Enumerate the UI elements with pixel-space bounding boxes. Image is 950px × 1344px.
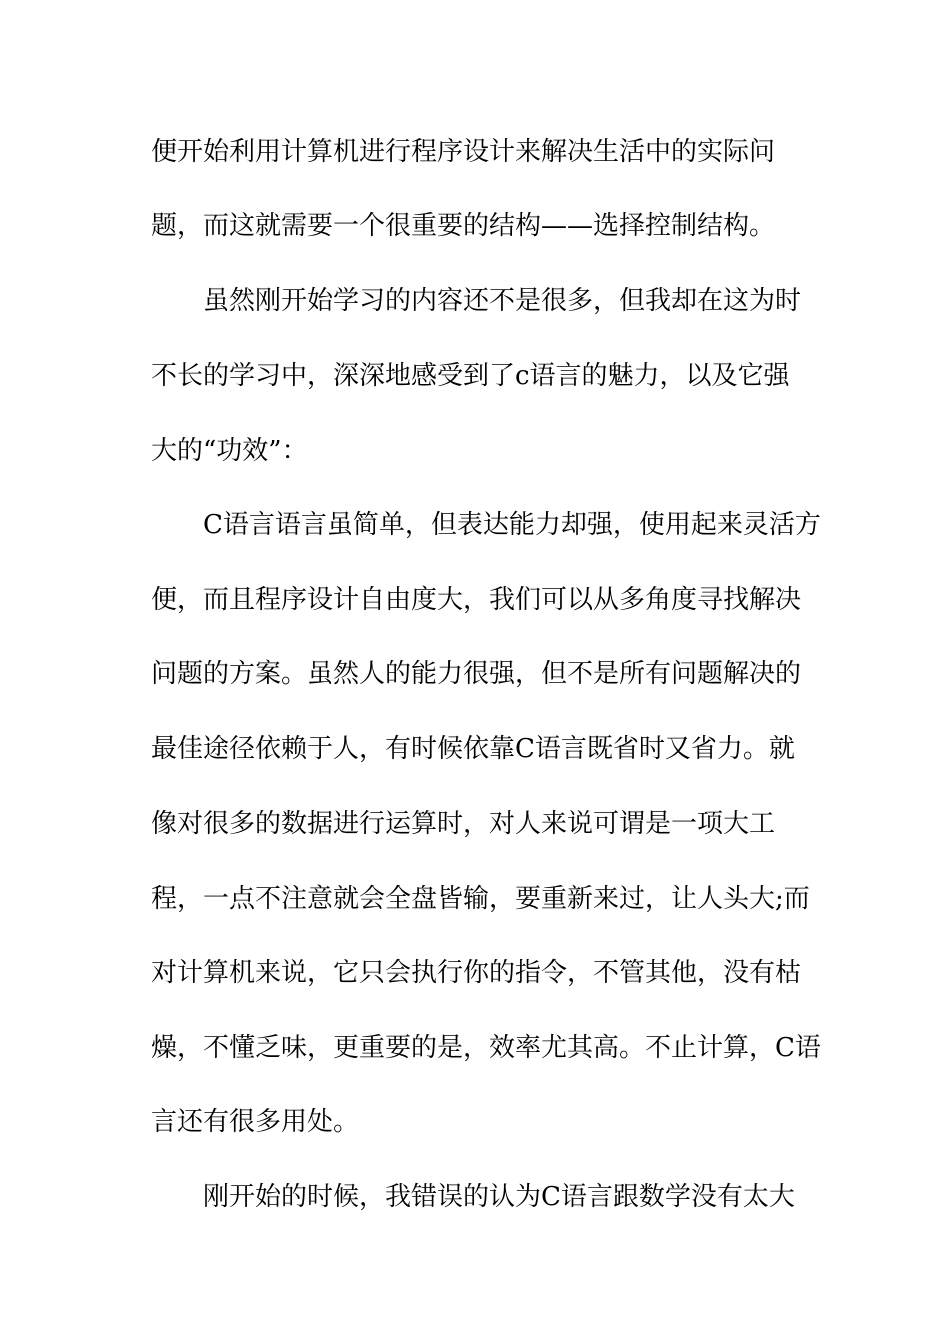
text-line: 燥，不懂乏味，更重要的是，效率尤其高。不止计算，C语: [151, 1033, 821, 1063]
text-line: 便，而且程序设计自由度大，我们可以从多角度寻找解决: [151, 585, 802, 615]
text-line: 问题的方案。虽然人的能力很强，但不是所有问题解决的: [151, 659, 802, 689]
text-line: 便开始利用计算机进行程序设计来解决生活中的实际问: [151, 137, 776, 167]
paragraph-first-line: C语言语言虽简单，但表达能力却强，使用起来灵活方: [203, 510, 821, 540]
text-line: 不长的学习中，深深地感受到了c语言的魅力，以及它强: [151, 361, 790, 391]
text-line: 对计算机来说，它只会执行你的指令，不管其他，没有枯: [151, 958, 802, 988]
text-line: 题，而这就需要一个很重要的结构——选择控制结构。: [151, 211, 776, 241]
text-line: 言还有很多用处。: [151, 1107, 360, 1137]
text-line: 程，一点不注意就会全盘皆输，要重新来过，让人头大;而: [151, 884, 810, 914]
paragraph-first-line: 虽然刚开始学习的内容还不是很多，但我却在这为时: [203, 286, 802, 316]
text-line: 大的“功效”：: [151, 436, 308, 466]
text-line: 最佳途径依赖于人，有时候依靠C语言既省时又省力。就: [151, 734, 795, 764]
paragraph-first-line: 刚开始的时候，我错误的认为C语言跟数学没有太大: [203, 1182, 795, 1212]
text-line: 像对很多的数据进行运算时，对人来说可谓是一项大工: [151, 809, 776, 839]
